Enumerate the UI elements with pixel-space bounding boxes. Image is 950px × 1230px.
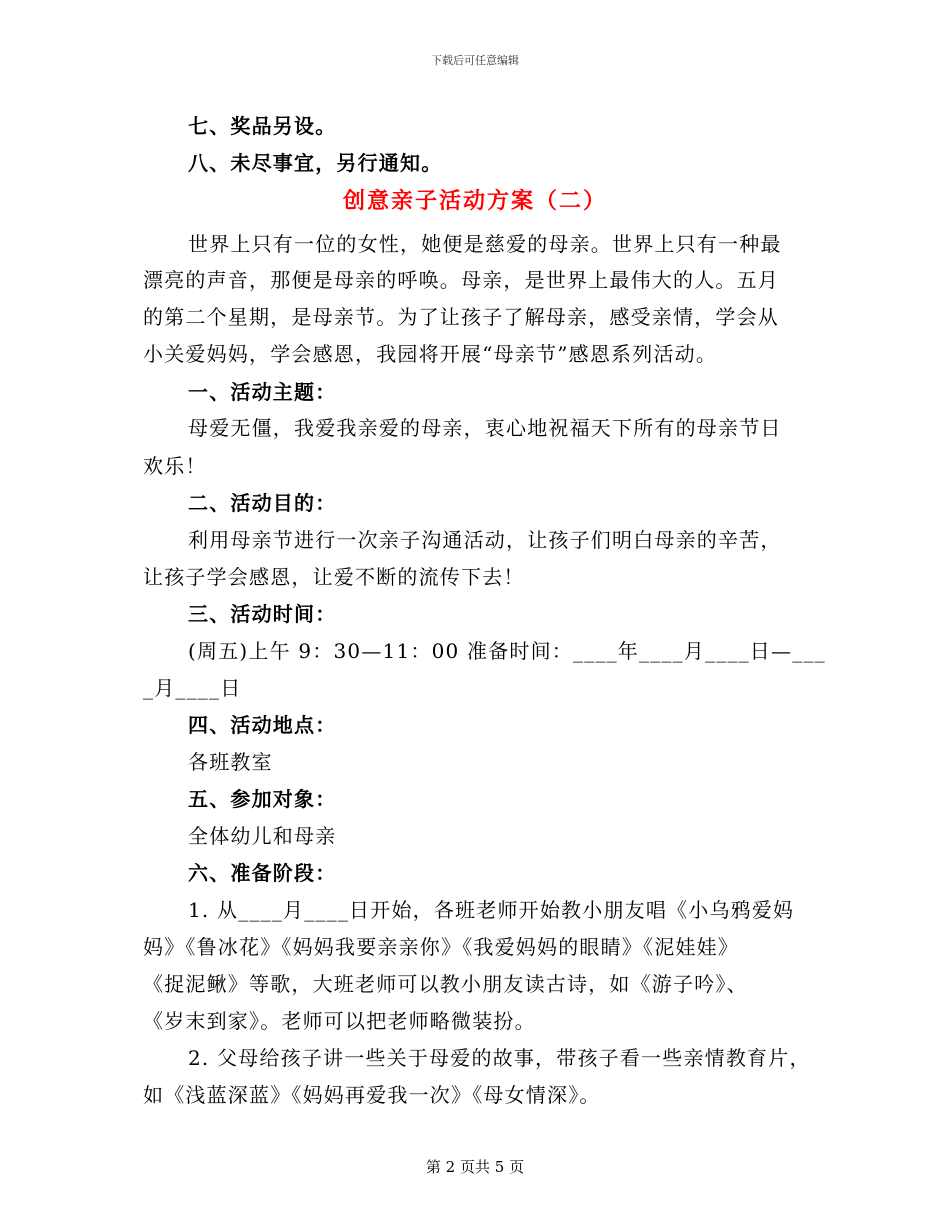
item-eight: 八、未尽事宜，另行通知。 xyxy=(188,151,443,175)
prep1-line-3: 《捉泥鳅》等歌，大班老师可以教小朋友读古诗，如《游子吟》、 xyxy=(143,972,748,996)
intro-line-2: 漂亮的声音，那便是母亲的呼唤。母亲，是世界上最伟大的人。五月 xyxy=(143,268,779,292)
prep2-line-1: 2. 父母给孩子讲一些关于母爱的故事，带孩子看一些亲情教育片， xyxy=(188,1046,811,1070)
theme-line-2: 欢乐！ xyxy=(143,454,207,478)
intro-line-4: 小关爱妈妈，学会感恩，我园将开展“母亲节”感恩系列活动。 xyxy=(143,342,718,366)
purpose-line-2: 让孩子学会感恩，让爱不断的流传下去！ xyxy=(143,565,525,589)
heading-participants: 五、参加对象： xyxy=(188,787,337,811)
prep1-line-1: 1. 从____月____日开始，各班老师开始教小朋友唱《小乌鸦爱妈 xyxy=(188,898,795,922)
heading-time: 三、活动时间： xyxy=(188,602,337,626)
prep1-line-4: 《岁末到家》。老师可以把老师略微装扮。 xyxy=(143,1009,536,1033)
section-title: 创意亲子活动方案（二） xyxy=(342,188,607,214)
prep2-line-2: 如《浅蓝深蓝》《妈妈再爱我一次》《母女情深》。 xyxy=(143,1083,601,1107)
intro-line-3: 的第二个星期，是母亲节。为了让孩子了解母亲，感受亲情，学会从 xyxy=(143,305,779,329)
theme-line-1: 母爱无僵，我爱我亲爱的母亲，衷心地祝福天下所有的母亲节日 xyxy=(188,416,782,440)
heading-theme: 一、活动主题： xyxy=(188,380,337,404)
heading-location: 四、活动地点： xyxy=(188,713,337,737)
page-footer: 第 2 页共 5 页 xyxy=(425,1158,525,1176)
intro-line-1: 世界上只有一位的女性，她便是慈爱的母亲。世界上只有一种最 xyxy=(188,232,782,256)
prep1-line-2: 妈》《鲁冰花》《妈妈我要亲亲你》《我爱妈妈的眼睛》《泥娃娃》 xyxy=(143,935,739,959)
item-seven: 七、奖品另设。 xyxy=(188,114,337,138)
time-line-2: _月____日 xyxy=(143,676,242,700)
page-header: 下载后可任意编辑 xyxy=(431,54,519,67)
time-line-1: (周五)上午 9：30—11：00 准备时间：____年____月____日—___ xyxy=(188,639,826,663)
heading-purpose: 二、活动目的： xyxy=(188,491,337,515)
heading-preparation: 六、准备阶段： xyxy=(188,861,337,885)
location-text: 各班教室 xyxy=(188,750,273,774)
purpose-line-1: 利用母亲节进行一次亲子沟通活动，让孩子们明白母亲的辛苦， xyxy=(188,528,782,552)
participants-text: 全体幼儿和母亲 xyxy=(188,824,337,848)
